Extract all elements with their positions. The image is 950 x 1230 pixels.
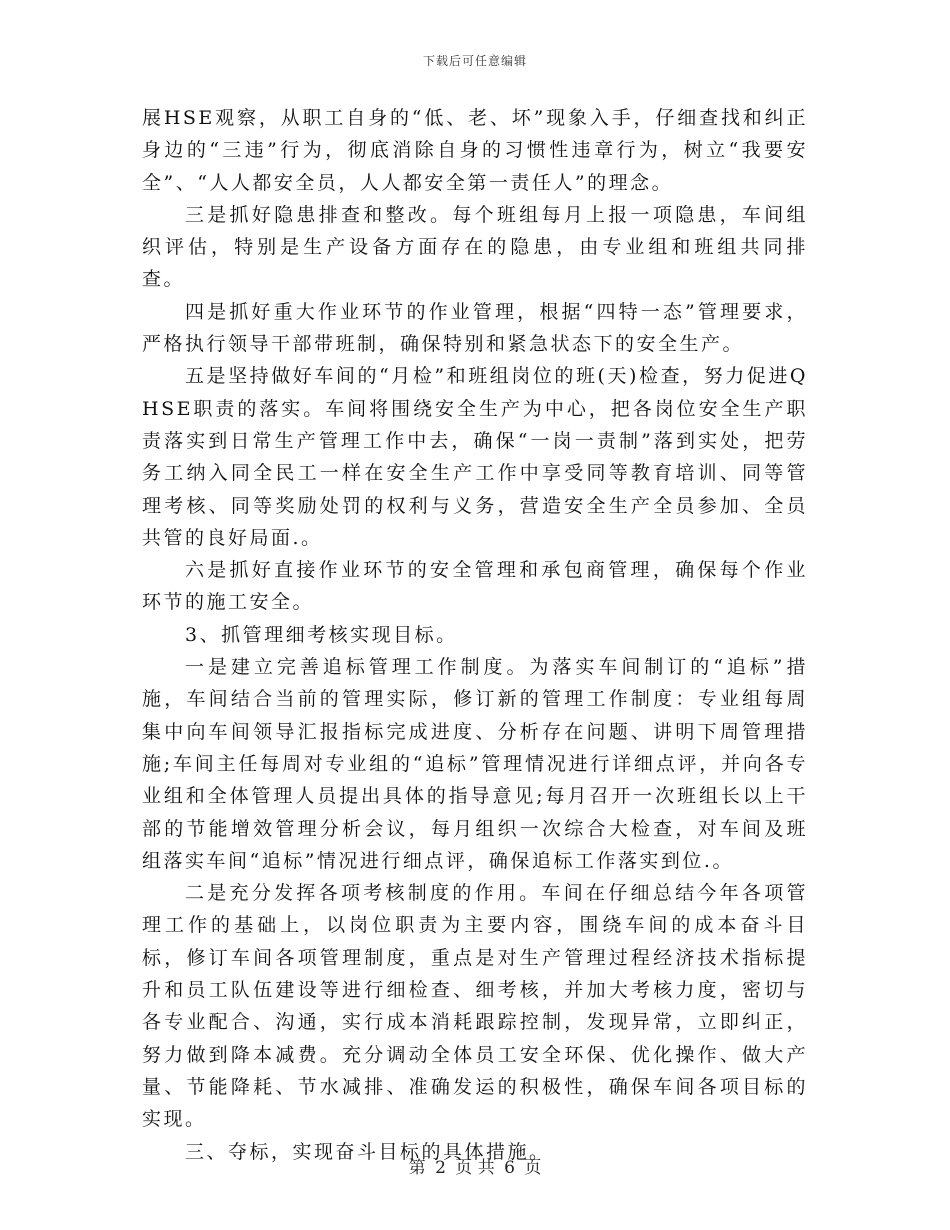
paragraph: 四是抓好重大作业环节的作业管理，根据“四特一态”管理要求，严格执行领导干部带班制，确保特别和紧急状态下的安全生产。 bbox=[142, 300, 808, 356]
paragraph: 三是抓好隐患排查和整改。每个班组每月上报一项隐患，车间组织评估，特别是生产设备方面存在的隐患，由专业组和班组共同排查。 bbox=[142, 203, 808, 291]
paragraph: 展HSE观察，从职工自身的“低、老、坏”现象入手，仔细查找和纠正身边的“三违”行为，彻底消除自身的习惯性违章行为，树立“我要安全”、“人人都安全员，人人都安全第一责任人”的理念。 bbox=[142, 107, 808, 194]
paragraph: 五是坚持做好车间的“月检”和班组岗位的班(天)检查，努力促进QHSE职责的落实。车间将围绕安全生产为中心，把各岗位安全生产职责落实到日常生产管理工作中去，确保“一岗一责制”落到实处，把劳务工纳入同全民工一样在安全生产工作中享受同等教育培训、同等管理考核、同等奖励处罚的权利与义务，营造安全生产全员参加、全员共管的良好局面.。 bbox=[142, 365, 808, 549]
total-page-count: 6 bbox=[504, 1158, 515, 1178]
footer-prefix: 第 bbox=[408, 1158, 426, 1178]
paragraph: 一是建立完善追标管理工作制度。为落实车间制订的“追标”措施，车间结合当前的管理实际，修订新的管理工作制度：专业组每周集中向车间领导汇报指标完成进度、分析存在问题、讲明下周管理措施;车间主任每周对专业组的“追标”管理情况进行详细点评，并向各专业组和全体管理人员提出具体的指导意见;每月召开一次班组长以上干部的节能增效管理分析会议，每月组织一次综合大检查，对车间及班组落实车间“追标”情况进行细点评，确保追标工作落实到位.。 bbox=[142, 656, 808, 872]
footer-middle: 页 共 bbox=[455, 1158, 495, 1178]
paragraph: 六是抓好直接作业环节的安全管理和承包商管理，确保每个作业环节的施工安全。 bbox=[142, 559, 808, 614]
footer-suffix: 页 bbox=[524, 1158, 542, 1178]
paragraph: 二是充分发挥各项考核制度的作用。车间在仔细总结今年各项管理工作的基础上，以岗位职责为主要内容，围绕车间的成本奋斗目标，修订车间各项管理制度，重点是对生产管理过程经济技术指标提升和员工队伍建设等进行细检查、细考核，并加大考核力度，密切与各专业配合、沟通，实行成本消耗跟踪控制，发现异常，立即纠正，努力做到降本减费。充分调动全体员工安全环保、优化操作、做大产量、节能降耗、节水减排、准确发运的积极性，确保车间各项目标的实现。 bbox=[142, 882, 808, 1131]
section-heading: 3、抓管理细考核实现目标。 bbox=[185, 623, 458, 646]
document-body bbox=[142, 102, 808, 1168]
page-header: 下载后可任意编辑 bbox=[422, 54, 527, 68]
section-heading: 三、夺标，实现奋斗目标的具体措施。 bbox=[185, 1140, 551, 1163]
current-page-number: 2 bbox=[435, 1158, 446, 1178]
page-number-footer bbox=[0, 1153, 950, 1178]
